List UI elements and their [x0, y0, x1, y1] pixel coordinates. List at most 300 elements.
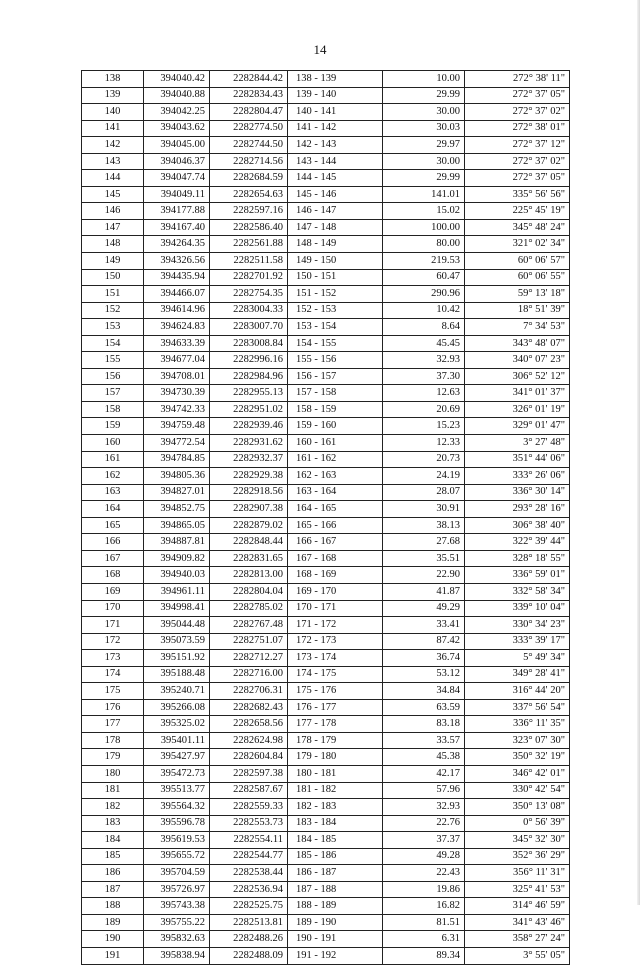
- y-coordinate-cell: 2282701.92: [210, 269, 288, 286]
- point-number-cell: 157: [82, 385, 144, 402]
- y-coordinate-cell: 2282714.56: [210, 153, 288, 170]
- y-coordinate-cell: 2282654.63: [210, 186, 288, 203]
- length-cell: 29.99: [383, 87, 465, 104]
- bearing-cell: 316° 44' 20": [465, 683, 570, 700]
- bearing-cell: 330° 42' 54": [465, 782, 570, 799]
- x-coordinate-cell: 394435.94: [144, 269, 210, 286]
- y-coordinate-cell: 2282511.58: [210, 253, 288, 270]
- x-coordinate-cell: 394043.62: [144, 120, 210, 137]
- bearing-cell: 346° 42' 01": [465, 765, 570, 782]
- coordinates-table-body: [82, 71, 570, 965]
- table-row: [82, 435, 570, 452]
- bearing-cell: 345° 48' 24": [465, 219, 570, 236]
- segment-cell: 171 - 172: [288, 617, 383, 634]
- length-cell: 89.34: [383, 947, 465, 964]
- length-cell: 34.84: [383, 683, 465, 700]
- segment-cell: 190 - 191: [288, 931, 383, 948]
- segment-cell: 157 - 158: [288, 385, 383, 402]
- point-number-cell: 143: [82, 153, 144, 170]
- table-row: [82, 617, 570, 634]
- x-coordinate-cell: 395472.73: [144, 765, 210, 782]
- length-cell: 37.30: [383, 368, 465, 385]
- length-cell: 12.63: [383, 385, 465, 402]
- length-cell: 30.00: [383, 153, 465, 170]
- bearing-cell: 272° 38' 11": [465, 71, 570, 88]
- x-coordinate-cell: 394759.48: [144, 418, 210, 435]
- y-coordinate-cell: 2282831.65: [210, 550, 288, 567]
- bearing-cell: 339° 10' 04": [465, 600, 570, 617]
- bearing-cell: 345° 32' 30": [465, 832, 570, 849]
- x-coordinate-cell: 395240.71: [144, 683, 210, 700]
- y-coordinate-cell: 2282774.50: [210, 120, 288, 137]
- bearing-cell: 272° 37' 05": [465, 87, 570, 104]
- x-coordinate-cell: 394047.74: [144, 170, 210, 187]
- point-number-cell: 189: [82, 914, 144, 931]
- bearing-cell: 358° 27' 24": [465, 931, 570, 948]
- length-cell: 29.99: [383, 170, 465, 187]
- x-coordinate-cell: 395619.53: [144, 832, 210, 849]
- bearing-cell: 333° 39' 17": [465, 633, 570, 650]
- segment-cell: 166 - 167: [288, 534, 383, 551]
- table-row: [82, 666, 570, 683]
- table-row: [82, 650, 570, 667]
- bearing-cell: 352° 36' 29": [465, 848, 570, 865]
- point-number-cell: 152: [82, 302, 144, 319]
- segment-cell: 176 - 177: [288, 699, 383, 716]
- x-coordinate-cell: 394827.01: [144, 484, 210, 501]
- length-cell: 83.18: [383, 716, 465, 733]
- table-row: [82, 567, 570, 584]
- point-number-cell: 165: [82, 517, 144, 534]
- segment-cell: 191 - 192: [288, 947, 383, 964]
- length-cell: 57.96: [383, 782, 465, 799]
- bearing-cell: 272° 38' 01": [465, 120, 570, 137]
- point-number-cell: 191: [82, 947, 144, 964]
- x-coordinate-cell: 395596.78: [144, 815, 210, 832]
- x-coordinate-cell: 395266.08: [144, 699, 210, 716]
- point-number-cell: 141: [82, 120, 144, 137]
- segment-cell: 148 - 149: [288, 236, 383, 253]
- table-row: [82, 633, 570, 650]
- length-cell: 30.91: [383, 501, 465, 518]
- bearing-cell: 3° 55' 05": [465, 947, 570, 964]
- table-row: [82, 865, 570, 882]
- x-coordinate-cell: 395188.48: [144, 666, 210, 683]
- table-row: [82, 104, 570, 121]
- length-cell: 219.53: [383, 253, 465, 270]
- segment-cell: 145 - 146: [288, 186, 383, 203]
- length-cell: 87.42: [383, 633, 465, 650]
- x-coordinate-cell: 395151.92: [144, 650, 210, 667]
- table-row: [82, 269, 570, 286]
- point-number-cell: 155: [82, 352, 144, 369]
- point-number-cell: 179: [82, 749, 144, 766]
- table-row: [82, 120, 570, 137]
- point-number-cell: 176: [82, 699, 144, 716]
- segment-cell: 163 - 164: [288, 484, 383, 501]
- length-cell: 30.03: [383, 120, 465, 137]
- y-coordinate-cell: 2282767.48: [210, 617, 288, 634]
- segment-cell: 139 - 140: [288, 87, 383, 104]
- point-number-cell: 186: [82, 865, 144, 882]
- table-row: [82, 832, 570, 849]
- y-coordinate-cell: 2282658.56: [210, 716, 288, 733]
- y-coordinate-cell: 2282929.38: [210, 468, 288, 485]
- bearing-cell: 336° 30' 14": [465, 484, 570, 501]
- segment-cell: 177 - 178: [288, 716, 383, 733]
- y-coordinate-cell: 2282804.47: [210, 104, 288, 121]
- y-coordinate-cell: 2282538.44: [210, 865, 288, 882]
- length-cell: 49.29: [383, 600, 465, 617]
- length-cell: 100.00: [383, 219, 465, 236]
- segment-cell: 175 - 176: [288, 683, 383, 700]
- segment-cell: 186 - 187: [288, 865, 383, 882]
- table-row: [82, 534, 570, 551]
- point-number-cell: 169: [82, 583, 144, 600]
- segment-cell: 144 - 145: [288, 170, 383, 187]
- length-cell: 6.31: [383, 931, 465, 948]
- length-cell: 53.12: [383, 666, 465, 683]
- segment-cell: 172 - 173: [288, 633, 383, 650]
- x-coordinate-cell: 394042.25: [144, 104, 210, 121]
- bearing-cell: 350° 13' 08": [465, 799, 570, 816]
- table-row: [82, 815, 570, 832]
- segment-cell: 152 - 153: [288, 302, 383, 319]
- y-coordinate-cell: 2282751.07: [210, 633, 288, 650]
- point-number-cell: 161: [82, 451, 144, 468]
- point-number-cell: 144: [82, 170, 144, 187]
- table-row: [82, 186, 570, 203]
- y-coordinate-cell: 2282561.88: [210, 236, 288, 253]
- point-number-cell: 164: [82, 501, 144, 518]
- table-row: [82, 881, 570, 898]
- x-coordinate-cell: 395832.63: [144, 931, 210, 948]
- segment-cell: 164 - 165: [288, 501, 383, 518]
- bearing-cell: 306° 38' 40": [465, 517, 570, 534]
- segment-cell: 185 - 186: [288, 848, 383, 865]
- table-row: [82, 385, 570, 402]
- segment-cell: 181 - 182: [288, 782, 383, 799]
- length-cell: 27.68: [383, 534, 465, 551]
- length-cell: 32.93: [383, 352, 465, 369]
- y-coordinate-cell: 2282932.37: [210, 451, 288, 468]
- x-coordinate-cell: 394865.05: [144, 517, 210, 534]
- y-coordinate-cell: 2282544.77: [210, 848, 288, 865]
- point-number-cell: 170: [82, 600, 144, 617]
- segment-cell: 143 - 144: [288, 153, 383, 170]
- bearing-cell: 329° 01' 47": [465, 418, 570, 435]
- x-coordinate-cell: 395044.48: [144, 617, 210, 634]
- y-coordinate-cell: 2282624.98: [210, 732, 288, 749]
- segment-cell: 141 - 142: [288, 120, 383, 137]
- segment-cell: 182 - 183: [288, 799, 383, 816]
- table-row: [82, 468, 570, 485]
- segment-cell: 159 - 160: [288, 418, 383, 435]
- segment-cell: 178 - 179: [288, 732, 383, 749]
- length-cell: 19.86: [383, 881, 465, 898]
- bearing-cell: 333° 26' 06": [465, 468, 570, 485]
- segment-cell: 155 - 156: [288, 352, 383, 369]
- y-coordinate-cell: 2282955.13: [210, 385, 288, 402]
- bearing-cell: 322° 39' 44": [465, 534, 570, 551]
- y-coordinate-cell: 2282513.81: [210, 914, 288, 931]
- point-number-cell: 163: [82, 484, 144, 501]
- y-coordinate-cell: 2283008.84: [210, 335, 288, 352]
- y-coordinate-cell: 2282813.00: [210, 567, 288, 584]
- segment-cell: 154 - 155: [288, 335, 383, 352]
- length-cell: 30.00: [383, 104, 465, 121]
- length-cell: 22.90: [383, 567, 465, 584]
- y-coordinate-cell: 2282844.42: [210, 71, 288, 88]
- y-coordinate-cell: 2282716.00: [210, 666, 288, 683]
- segment-cell: 188 - 189: [288, 898, 383, 915]
- length-cell: 15.23: [383, 418, 465, 435]
- y-coordinate-cell: 2282712.27: [210, 650, 288, 667]
- x-coordinate-cell: 394046.37: [144, 153, 210, 170]
- table-row: [82, 368, 570, 385]
- y-coordinate-cell: 2282553.73: [210, 815, 288, 832]
- bearing-cell: 0° 56' 39": [465, 815, 570, 832]
- x-coordinate-cell: 394624.83: [144, 319, 210, 336]
- table-row: [82, 451, 570, 468]
- table-row: [82, 87, 570, 104]
- bearing-cell: 323° 07' 30": [465, 732, 570, 749]
- bearing-cell: 272° 37' 12": [465, 137, 570, 154]
- y-coordinate-cell: 2282682.43: [210, 699, 288, 716]
- point-number-cell: 184: [82, 832, 144, 849]
- length-cell: 29.97: [383, 137, 465, 154]
- bearing-cell: 272° 37' 05": [465, 170, 570, 187]
- y-coordinate-cell: 2282597.38: [210, 765, 288, 782]
- point-number-cell: 145: [82, 186, 144, 203]
- length-cell: 12.33: [383, 435, 465, 452]
- length-cell: 10.42: [383, 302, 465, 319]
- table-row: [82, 153, 570, 170]
- bearing-cell: 326° 01' 19": [465, 401, 570, 418]
- table-row: [82, 600, 570, 617]
- bearing-cell: 272° 37' 02": [465, 153, 570, 170]
- table-row: [82, 71, 570, 88]
- x-coordinate-cell: 395655.72: [144, 848, 210, 865]
- segment-cell: 173 - 174: [288, 650, 383, 667]
- length-cell: 290.96: [383, 286, 465, 303]
- point-number-cell: 146: [82, 203, 144, 220]
- table-row: [82, 203, 570, 220]
- table-row: [82, 782, 570, 799]
- segment-cell: 149 - 150: [288, 253, 383, 270]
- bearing-cell: 3° 27' 48": [465, 435, 570, 452]
- segment-cell: 142 - 143: [288, 137, 383, 154]
- x-coordinate-cell: 394677.04: [144, 352, 210, 369]
- segment-cell: 158 - 159: [288, 401, 383, 418]
- bearing-cell: 335° 56' 56": [465, 186, 570, 203]
- x-coordinate-cell: 395704.59: [144, 865, 210, 882]
- bearing-cell: 18° 51' 39": [465, 302, 570, 319]
- y-coordinate-cell: 2282559.33: [210, 799, 288, 816]
- point-number-cell: 160: [82, 435, 144, 452]
- point-number-cell: 181: [82, 782, 144, 799]
- segment-cell: 165 - 166: [288, 517, 383, 534]
- point-number-cell: 148: [82, 236, 144, 253]
- length-cell: 49.28: [383, 848, 465, 865]
- segment-cell: 174 - 175: [288, 666, 383, 683]
- point-number-cell: 156: [82, 368, 144, 385]
- point-number-cell: 175: [82, 683, 144, 700]
- segment-cell: 153 - 154: [288, 319, 383, 336]
- table-row: [82, 335, 570, 352]
- segment-cell: 138 - 139: [288, 71, 383, 88]
- bearing-cell: 293° 28' 16": [465, 501, 570, 518]
- x-coordinate-cell: 394772.54: [144, 435, 210, 452]
- length-cell: 141.01: [383, 186, 465, 203]
- length-cell: 32.93: [383, 799, 465, 816]
- point-number-cell: 188: [82, 898, 144, 915]
- segment-cell: 187 - 188: [288, 881, 383, 898]
- table-row: [82, 501, 570, 518]
- point-number-cell: 168: [82, 567, 144, 584]
- coordinates-table: [81, 70, 570, 965]
- segment-cell: 169 - 170: [288, 583, 383, 600]
- point-number-cell: 162: [82, 468, 144, 485]
- table-row: [82, 848, 570, 865]
- bearing-cell: 60° 06' 57": [465, 253, 570, 270]
- segment-cell: 167 - 168: [288, 550, 383, 567]
- x-coordinate-cell: 394045.00: [144, 137, 210, 154]
- y-coordinate-cell: 2282951.02: [210, 401, 288, 418]
- y-coordinate-cell: 2282754.35: [210, 286, 288, 303]
- x-coordinate-cell: 395325.02: [144, 716, 210, 733]
- y-coordinate-cell: 2282996.16: [210, 352, 288, 369]
- segment-cell: 180 - 181: [288, 765, 383, 782]
- point-number-cell: 167: [82, 550, 144, 567]
- bearing-cell: 321° 02' 34": [465, 236, 570, 253]
- y-coordinate-cell: 2283007.70: [210, 319, 288, 336]
- y-coordinate-cell: 2282536.94: [210, 881, 288, 898]
- table-row: [82, 732, 570, 749]
- y-coordinate-cell: 2282706.31: [210, 683, 288, 700]
- y-coordinate-cell: 2282586.40: [210, 219, 288, 236]
- segment-cell: 146 - 147: [288, 203, 383, 220]
- table-row: [82, 947, 570, 964]
- table-row: [82, 401, 570, 418]
- y-coordinate-cell: 2282931.62: [210, 435, 288, 452]
- y-coordinate-cell: 2282804.04: [210, 583, 288, 600]
- bearing-cell: 59° 13' 18": [465, 286, 570, 303]
- x-coordinate-cell: 394909.82: [144, 550, 210, 567]
- length-cell: 35.51: [383, 550, 465, 567]
- bearing-cell: 272° 37' 02": [465, 104, 570, 121]
- table-row: [82, 799, 570, 816]
- bearing-cell: 350° 32' 19": [465, 749, 570, 766]
- bearing-cell: 306° 52' 12": [465, 368, 570, 385]
- x-coordinate-cell: 394730.39: [144, 385, 210, 402]
- x-coordinate-cell: 394326.56: [144, 253, 210, 270]
- segment-cell: 189 - 190: [288, 914, 383, 931]
- table-row: [82, 914, 570, 931]
- bearing-cell: 328° 18' 55": [465, 550, 570, 567]
- point-number-cell: 190: [82, 931, 144, 948]
- point-number-cell: 173: [82, 650, 144, 667]
- x-coordinate-cell: 395743.38: [144, 898, 210, 915]
- segment-cell: 184 - 185: [288, 832, 383, 849]
- length-cell: 81.51: [383, 914, 465, 931]
- point-number-cell: 187: [82, 881, 144, 898]
- bearing-cell: 330° 34' 23": [465, 617, 570, 634]
- point-number-cell: 142: [82, 137, 144, 154]
- x-coordinate-cell: 394264.35: [144, 236, 210, 253]
- point-number-cell: 139: [82, 87, 144, 104]
- length-cell: 60.47: [383, 269, 465, 286]
- segment-cell: 161 - 162: [288, 451, 383, 468]
- bearing-cell: 351° 44' 06": [465, 451, 570, 468]
- bearing-cell: 343° 48' 07": [465, 335, 570, 352]
- table-row: [82, 484, 570, 501]
- table-row: [82, 352, 570, 369]
- y-coordinate-cell: 2282744.50: [210, 137, 288, 154]
- x-coordinate-cell: 394167.40: [144, 219, 210, 236]
- segment-cell: 183 - 184: [288, 815, 383, 832]
- table-row: [82, 749, 570, 766]
- length-cell: 10.00: [383, 71, 465, 88]
- x-coordinate-cell: 394852.75: [144, 501, 210, 518]
- x-coordinate-cell: 395513.77: [144, 782, 210, 799]
- bearing-cell: 60° 06' 55": [465, 269, 570, 286]
- bearing-cell: 225° 45' 19": [465, 203, 570, 220]
- table-row: [82, 418, 570, 435]
- length-cell: 20.69: [383, 401, 465, 418]
- length-cell: 45.45: [383, 335, 465, 352]
- point-number-cell: 185: [82, 848, 144, 865]
- segment-cell: 170 - 171: [288, 600, 383, 617]
- segment-cell: 140 - 141: [288, 104, 383, 121]
- x-coordinate-cell: 395755.22: [144, 914, 210, 931]
- length-cell: 41.87: [383, 583, 465, 600]
- segment-cell: 150 - 151: [288, 269, 383, 286]
- point-number-cell: 138: [82, 71, 144, 88]
- x-coordinate-cell: 394998.41: [144, 600, 210, 617]
- y-coordinate-cell: 2282597.16: [210, 203, 288, 220]
- y-coordinate-cell: 2282939.46: [210, 418, 288, 435]
- segment-cell: 156 - 157: [288, 368, 383, 385]
- x-coordinate-cell: 394784.85: [144, 451, 210, 468]
- table-row: [82, 302, 570, 319]
- point-number-cell: 180: [82, 765, 144, 782]
- point-number-cell: 178: [82, 732, 144, 749]
- y-coordinate-cell: 2282848.44: [210, 534, 288, 551]
- point-number-cell: 150: [82, 269, 144, 286]
- y-coordinate-cell: 2282834.43: [210, 87, 288, 104]
- length-cell: 24.19: [383, 468, 465, 485]
- table-row: [82, 137, 570, 154]
- x-coordinate-cell: 395073.59: [144, 633, 210, 650]
- point-number-cell: 177: [82, 716, 144, 733]
- point-number-cell: 172: [82, 633, 144, 650]
- y-coordinate-cell: 2282604.84: [210, 749, 288, 766]
- length-cell: 37.37: [383, 832, 465, 849]
- length-cell: 22.76: [383, 815, 465, 832]
- y-coordinate-cell: 2282684.59: [210, 170, 288, 187]
- y-coordinate-cell: 2282554.11: [210, 832, 288, 849]
- length-cell: 20.73: [383, 451, 465, 468]
- y-coordinate-cell: 2282984.96: [210, 368, 288, 385]
- table-row: [82, 550, 570, 567]
- length-cell: 45.38: [383, 749, 465, 766]
- table-row: [82, 699, 570, 716]
- segment-cell: 147 - 148: [288, 219, 383, 236]
- table-row: [82, 253, 570, 270]
- length-cell: 36.74: [383, 650, 465, 667]
- table-row: [82, 716, 570, 733]
